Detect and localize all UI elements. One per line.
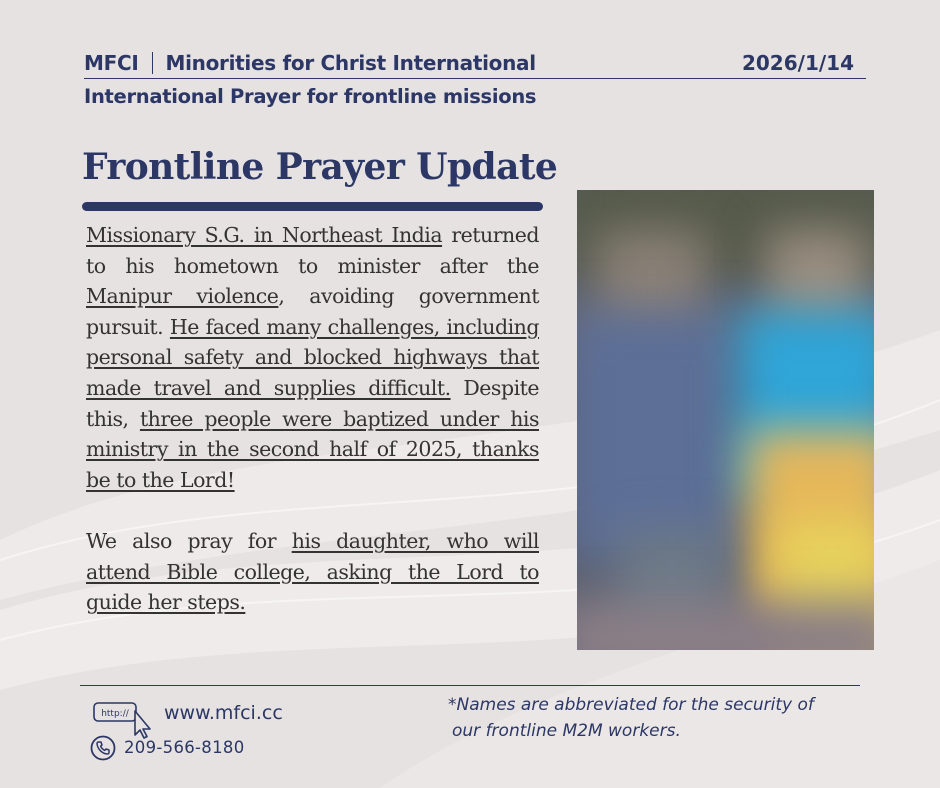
paragraph-2 bbox=[86, 526, 539, 618]
phone-icon bbox=[90, 735, 116, 761]
blurred-missionary-photo bbox=[577, 190, 874, 650]
website-link[interactable]: www.mfci.cc bbox=[164, 702, 283, 724]
phone-number[interactable]: 209-566-8180 bbox=[124, 738, 245, 757]
org-name-header bbox=[84, 48, 536, 78]
body-phrase: We also pray for bbox=[86, 528, 292, 553]
security-note bbox=[448, 692, 868, 744]
underlined-phrase: three people were baptized under his ministry in the second half of 2025, thanks be to the Lord! bbox=[86, 406, 539, 492]
paragraph-1 bbox=[86, 220, 539, 495]
org-full-name: Minorities for Christ International bbox=[165, 51, 536, 75]
link-icon-text: http:// bbox=[101, 709, 129, 719]
header-subtitle: International Prayer for frontline missions bbox=[84, 84, 537, 108]
body-phrase: returned to his hometown to minister after the bbox=[86, 223, 539, 278]
security-note-line-2: our frontline M2M workers. bbox=[452, 721, 681, 741]
org-short-name: MFCI bbox=[84, 51, 139, 75]
page-title: Frontline Prayer Update bbox=[82, 146, 558, 188]
prayer-update-body bbox=[86, 220, 539, 618]
website-link-icon bbox=[93, 701, 157, 739]
header-divider bbox=[84, 78, 866, 79]
underlined-phrase: his daughter, who will attend Bible college, asking the Lord to guide her steps. bbox=[86, 528, 539, 615]
header-separator bbox=[152, 52, 153, 74]
underlined-phrase: He faced many challenges, including personal safety and blocked highways that made travel and supplies difficult. bbox=[86, 314, 539, 400]
footer-divider bbox=[80, 685, 860, 686]
security-note-line-1: *Names are abbreviated for the security of bbox=[448, 695, 814, 715]
title-underline-bar bbox=[82, 202, 543, 211]
underlined-phrase: Manipur violence bbox=[86, 284, 279, 309]
body-phrase: Despite this, bbox=[86, 375, 539, 431]
post-date: 2026/1/14 bbox=[741, 51, 854, 75]
underlined-phrase: Missionary S.G. in Northeast India bbox=[86, 223, 443, 247]
body-phrase: , avoiding government pursuit. bbox=[86, 284, 539, 339]
